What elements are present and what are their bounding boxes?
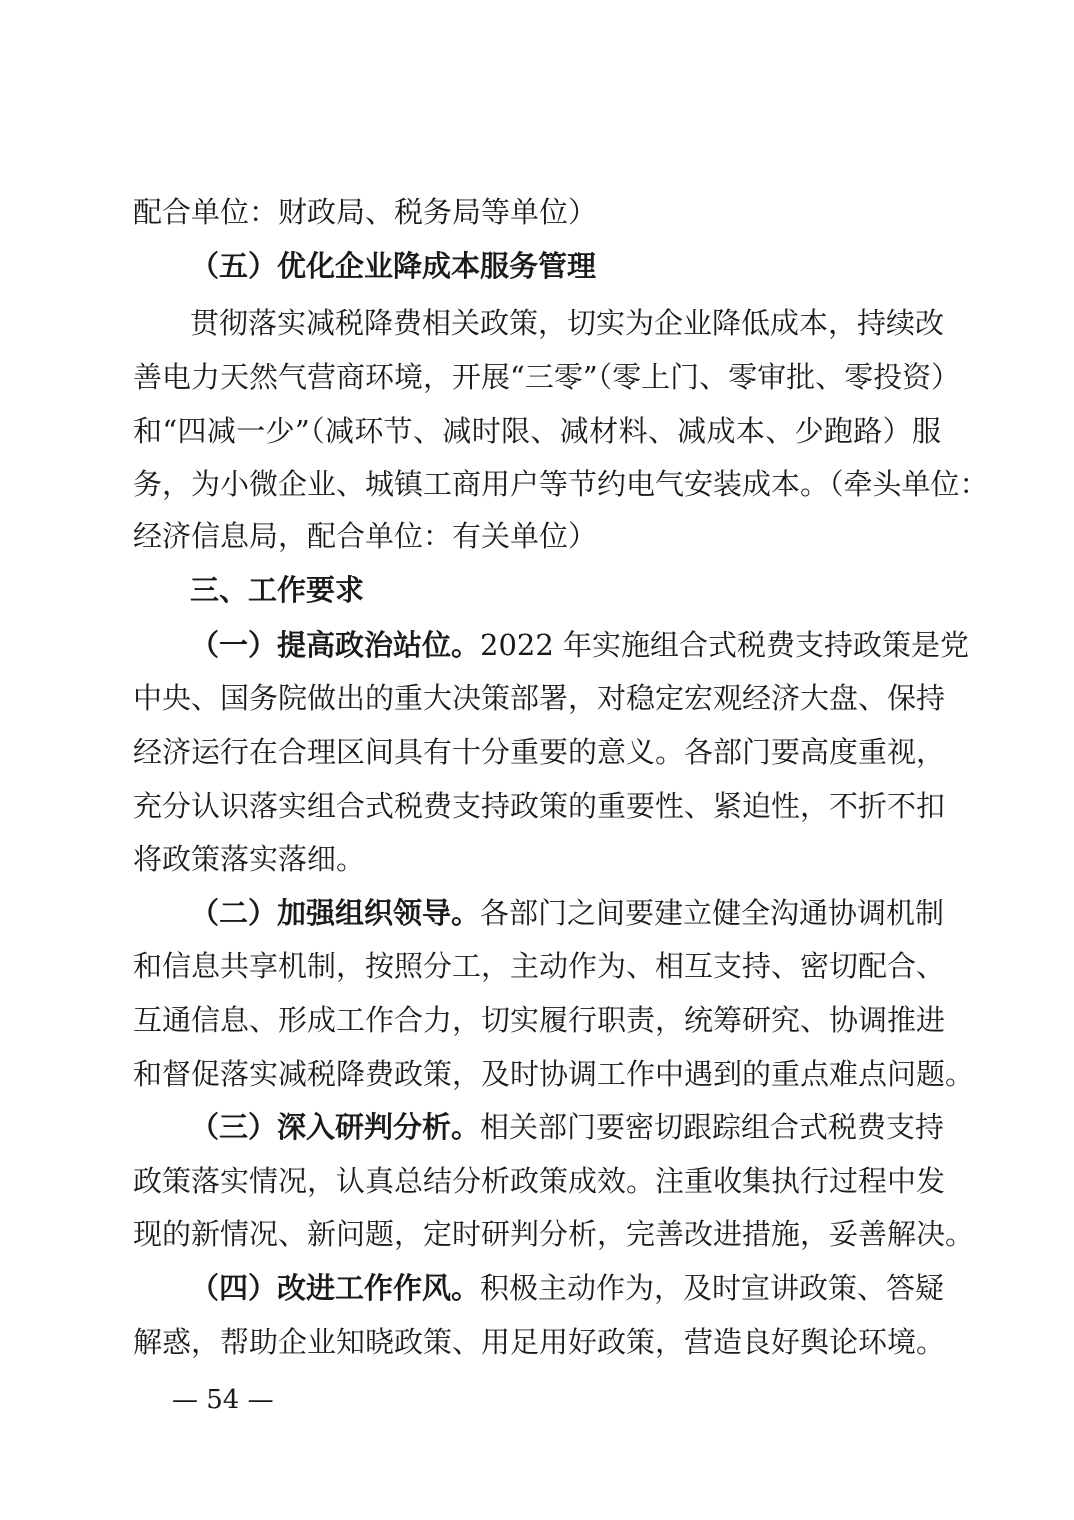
body-line: 中央、国务院做出的重大决策部署，对稳定宏观经济大盘、保持 xyxy=(133,681,946,715)
chapter-heading: 三、工作要求 xyxy=(190,573,365,607)
body-line: 贯彻落实减税降费相关政策，切实为企业降低成本，持续改 xyxy=(190,306,945,340)
paragraph-heading: （一）提高政治站位。 xyxy=(190,628,481,662)
body-line: 善电力天然气营商环境，开展“三零”（零上门、零审批、零投资） xyxy=(133,360,961,394)
paragraph-first-line xyxy=(190,1107,945,1147)
paragraph-first-line xyxy=(190,893,945,933)
paragraph-heading: （四）改进工作作风。 xyxy=(190,1271,481,1305)
paragraph-first-line xyxy=(190,1268,945,1308)
paragraph-heading: （二）加强组织领导。 xyxy=(190,896,481,930)
section-heading: （五）优化企业降成本服务管理 xyxy=(190,249,597,283)
body-line: 和督促落实减税降费政策，及时协调工作中遇到的重点难点问题。 xyxy=(133,1057,975,1091)
body-line: 配合单位：财政局、税务局等单位） xyxy=(133,195,598,229)
body-line: 经济运行在合理区间具有十分重要的意义。各部门要高度重视， xyxy=(133,735,946,769)
body-line: 充分认识落实组合式税费支持政策的重要性、紧迫性，不折不扣 xyxy=(133,789,946,823)
body-line: 经济信息局，配合单位：有关单位） xyxy=(133,519,598,553)
body-line: 互通信息、形成工作合力，切实履行职责，统筹研究、协调推进 xyxy=(133,1003,946,1037)
body-line: 政策落实情况，认真总结分析政策成效。注重收集执行过程中发 xyxy=(133,1164,946,1198)
paragraph-text: 相关部门要密切跟踪组合式税费支持 xyxy=(480,1110,945,1144)
paragraph-text: 2022 年实施组合式税费支持政策是党 xyxy=(480,628,970,662)
page-number: — 54 — xyxy=(172,1385,274,1415)
paragraph-text: 各部门之间要建立健全沟通协调机制 xyxy=(480,896,945,930)
body-line: 解惑，帮助企业知晓政策、用足用好政策，营造良好舆论环境。 xyxy=(133,1325,946,1359)
body-line: 和“四减一少”（减环节、减时限、减材料、减成本、少跑路）服 xyxy=(133,414,941,448)
paragraph-first-line xyxy=(190,625,970,665)
body-line: 将政策落实落细。 xyxy=(133,842,366,876)
paragraph-heading: （三）深入研判分析。 xyxy=(190,1110,481,1144)
body-line: 务，为小微企业、城镇工商用户等节约电气安装成本。（牵头单位： xyxy=(133,467,989,501)
body-line: 和信息共享机制，按照分工，主动作为、相互支持、密切配合、 xyxy=(133,949,946,983)
body-line: 现的新情况、新问题，定时研判分析，完善改进措施，妥善解决。 xyxy=(133,1217,975,1251)
paragraph-text: 积极主动作为，及时宣讲政策、答疑 xyxy=(480,1271,945,1305)
